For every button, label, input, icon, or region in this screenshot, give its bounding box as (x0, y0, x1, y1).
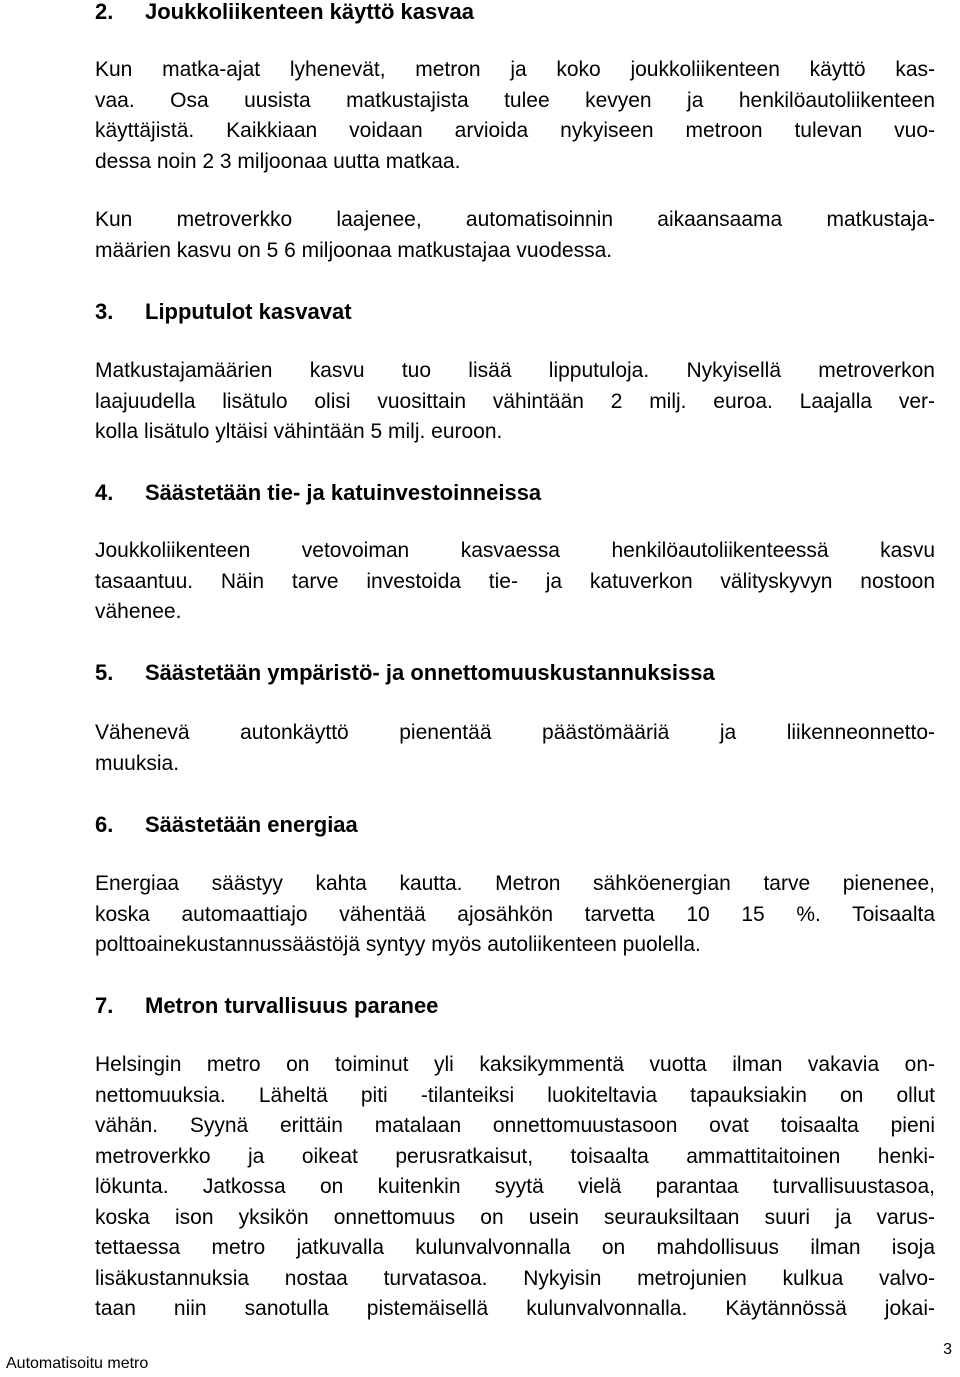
text-line: Vähenevä autonkäyttö pienentää päästömääriä ja liikenneonnetto- (95, 721, 935, 744)
text-line: taan niin sanotulla pistemäisellä kulunvalvonnalla. Käytännössä jokai- (95, 1297, 935, 1320)
text-line: vaa. Osa uusista matkustajista tulee kevyen ja henkilöautoliikenteen (95, 88, 935, 112)
text-line: nettomuuksia. Läheltä piti -tilanteiksi luokiteltavia tapauksiakin on ollut (95, 1083, 935, 1107)
text-line: muuksia. (95, 751, 180, 775)
section-heading-6 (95, 810, 935, 840)
text-line: metroverkko ja oikeat perusratkaisut, toisaalta ammattitaitoinen henki- (95, 1144, 935, 1168)
section-heading-3 (95, 297, 935, 327)
text-line: Matkustajamäärien kasvu tuo lisää lipputuloja. Nykyisellä metroverkon (95, 359, 935, 382)
text-line: koska ison yksikön onnettomuus on usein seurauksiltaan suuri ja varus- (95, 1205, 935, 1229)
text-line: Kun matka-ajat lyhenevät, metron ja koko joukkoliikenteen käyttö kas- (95, 58, 935, 81)
text-line: kolla lisätulo yltäisi vähintään 5 milj. euroon. (95, 420, 503, 443)
paragraph-network-expansion (95, 205, 935, 266)
footer-document-title: Automatisoitu metro (6, 1355, 149, 1372)
text-line: laajuudella lisätulo olisi vuosittain vähintään 2 milj. euroa. Laajalla ver- (95, 389, 935, 413)
paragraph-energy (95, 869, 935, 961)
text-line: määrien kasvu on 5 6 miljoonaa matkustajaa vuodessa. (95, 238, 613, 262)
section-number: 6. (95, 812, 114, 837)
text-line: vähenee. (95, 600, 182, 623)
section-title: Säästetään tie- ja katuinvestoinneissa (145, 480, 542, 505)
section-number: 2. (95, 0, 114, 24)
text-line: dessa noin 2 3 miljoonaa uutta matkaa. (95, 149, 461, 173)
section-heading-2 (95, 0, 935, 27)
section-title: Metron turvallisuus paranee (145, 993, 439, 1018)
text-line: lökunta. Jatkossa on kuitenkin syytä vielä parantaa turvallisuustasoa, (95, 1175, 935, 1198)
text-line: Helsingin metro on toiminut yli kaksikymmentä vuotta ilman vakavia on- (95, 1053, 935, 1076)
section-number: 5. (95, 660, 114, 685)
section-heading-5 (95, 658, 935, 688)
text-line: vähän. Syynä erittäin matalaan onnettomuustasoon ovat toisaalta pieni (95, 1114, 935, 1137)
text-line: tettaessa metro jatkuvalla kulunvalvonnalla on mahdollisuus ilman isoja (95, 1236, 935, 1259)
page-number: 3 (943, 1341, 952, 1358)
text-line: koska automaattiajo vähentää ajosähkön tarvetta 10 15 %. Toisaalta (95, 902, 935, 926)
paragraph-road-investments (95, 536, 935, 628)
text-line: käyttäjistä. Kaikkiaan voidaan arvioida nykyiseen metroon tulevan vuo- (95, 119, 935, 142)
section-number: 3. (95, 299, 114, 324)
section-title: Lipputulot kasvavat (145, 299, 352, 324)
section-number: 7. (95, 993, 114, 1018)
paragraph-ridership (95, 55, 935, 177)
text-line: tasaantuu. Näin tarve investoida tie- ja katuverkon välityskyvyn nostoon (95, 569, 935, 593)
text-line: Kun metroverkko laajenee, automatisoinnin aikaansaama matkustaja- (95, 208, 935, 231)
section-heading-7 (95, 991, 935, 1021)
text-line: Energiaa säästyy kahta kautta. Metron sähköenergian tarve pienenee, (95, 872, 935, 895)
paragraph-ticket-revenue (95, 356, 935, 448)
section-title: Joukkoliikenteen käyttö kasvaa (145, 0, 474, 24)
paragraph-environment (95, 718, 935, 779)
section-heading-4 (95, 478, 935, 508)
text-line: polttoainekustannussäästöjä syntyy myös autoliikenteen puolella. (95, 933, 701, 956)
section-title: Säästetään energiaa (145, 812, 358, 837)
text-line: lisäkustannuksia nostaa turvatasoa. Nykyisin metrojunien kulkua valvo- (95, 1266, 935, 1290)
paragraph-safety (95, 1050, 935, 1325)
section-number: 4. (95, 480, 114, 505)
text-line: Joukkoliikenteen vetovoiman kasvaessa henkilöautoliikenteessä kasvu (95, 539, 935, 562)
section-title: Säästetään ympäristö- ja onnettomuuskustannuksissa (145, 660, 715, 685)
